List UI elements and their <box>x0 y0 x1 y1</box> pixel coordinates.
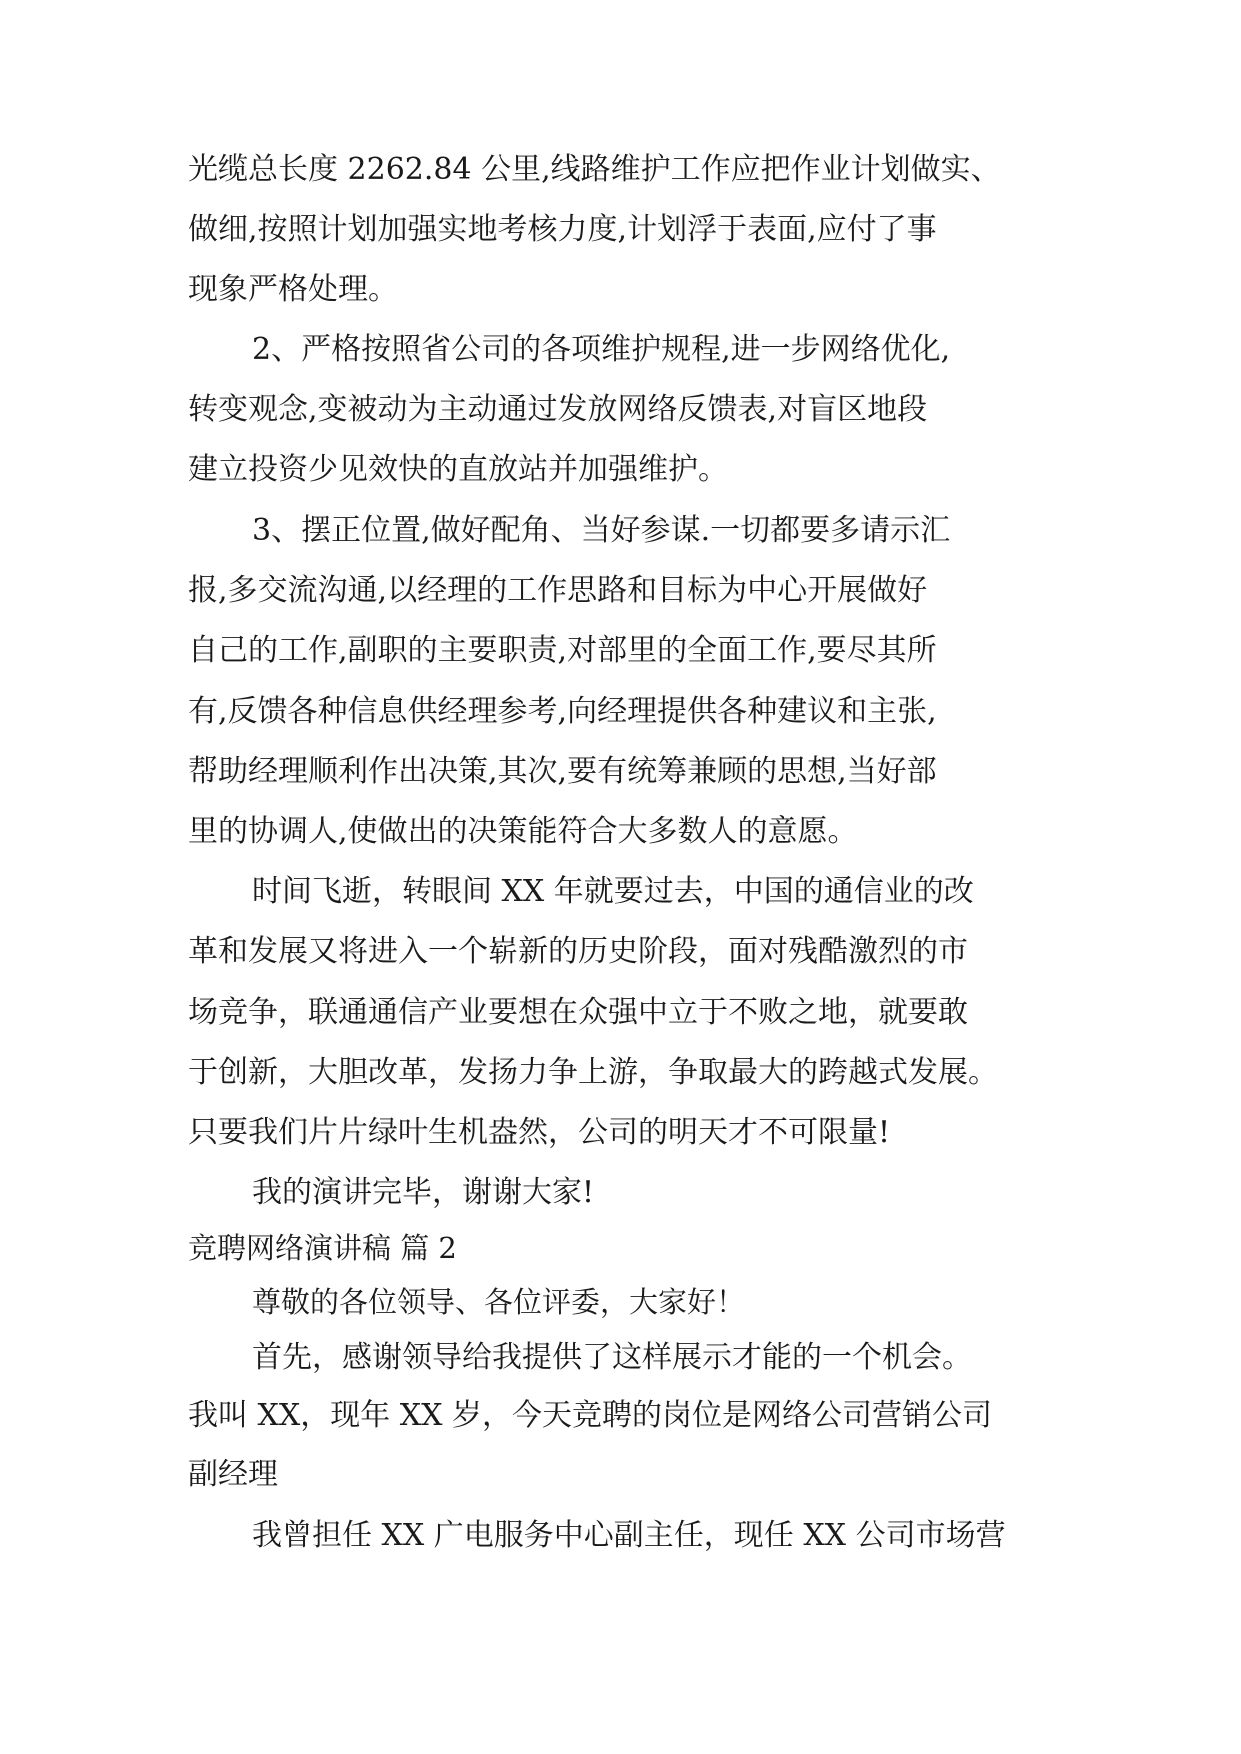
text-line: 于创新，大胆改革，发扬力争上游，争取最大的跨越式发展。 <box>188 1055 998 1090</box>
paragraph-start: 2、严格按照省公司的各项维护规程,进一步网络优化, <box>252 332 951 367</box>
text-line: 光缆总长度 2262.84 公里,线路维护工作应把作业计划做实、 <box>188 152 1001 187</box>
paragraph-start: 3、摆正位置,做好配角、当好参谋.一切都要多请示汇 <box>252 513 951 548</box>
text-line: 做细,按照计划加强实地考核力度,计划浮于表面,应付了事 <box>188 212 937 247</box>
text-line: 转变观念,变被动为主动通过发放网络反馈表,对盲区地段 <box>188 392 928 427</box>
text-line: 副经理 <box>188 1457 278 1492</box>
text-line: 现象严格处理。 <box>188 272 398 307</box>
paragraph-start: 时间飞逝，转眼间 XX 年就要过去，中国的通信业的改 <box>252 874 974 909</box>
text-line: 自己的工作,副职的主要职责,对部里的全面工作,要尽其所 <box>188 633 937 668</box>
text-line: 帮助经理顺利作出决策,其次,要有统筹兼顾的思想,当好部 <box>188 754 937 789</box>
greeting: 尊敬的各位领导、各位评委，大家好！ <box>252 1285 746 1319</box>
text-line: 我叫 XX，现年 XX 岁，今天竞聘的岗位是网络公司营销公司 <box>188 1398 993 1433</box>
text-line: 里的协调人,使做出的决策能符合大多数人的意愿。 <box>188 814 858 849</box>
paragraph-start: 首先，感谢领导给我提供了这样展示才能的一个机会。 <box>252 1340 972 1375</box>
section-heading: 竞聘网络演讲稿 篇 2 <box>188 1231 457 1265</box>
text-line: 场竞争，联通通信产业要想在众强中立于不败之地，就要敢 <box>188 995 968 1030</box>
text-line: 建立投资少见效快的直放站并加强维护。 <box>188 452 728 487</box>
text-line: 有,反馈各种信息供经理参考,向经理提供各种建议和主张, <box>188 694 937 729</box>
closing-line: 我的演讲完毕，谢谢大家! <box>252 1175 595 1210</box>
paragraph-start: 我曾担任 XX 广电服务中心副主任，现任 XX 公司市场营 <box>252 1518 1006 1553</box>
text-line: 只要我们片片绿叶生机盎然，公司的明天才不可限量! <box>188 1115 891 1150</box>
text-line: 报,多交流沟通,以经理的工作思路和目标为中心开展做好 <box>188 573 928 608</box>
text-line: 革和发展又将进入一个崭新的历史阶段，面对残酷激烈的市 <box>188 934 968 969</box>
